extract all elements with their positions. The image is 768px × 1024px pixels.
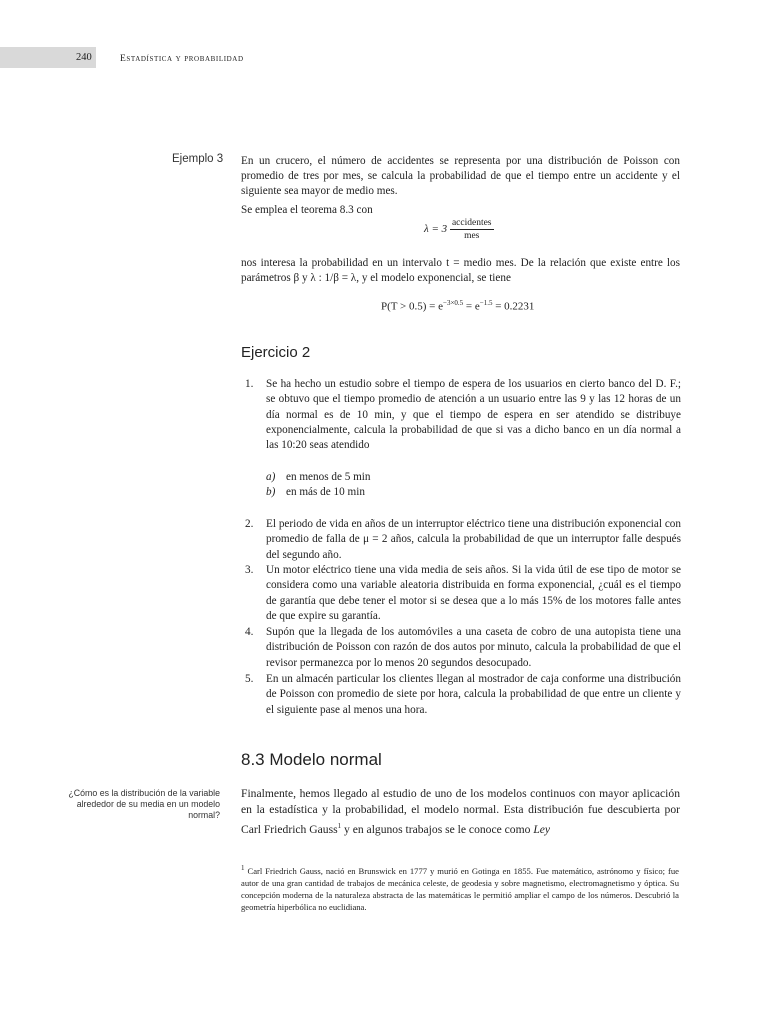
exponent-1: −3×0.5 — [443, 299, 464, 307]
formula-lhs: P(T > 0.5) = e — [381, 300, 444, 313]
side-question: ¿Cómo es la distribución de la variable alrededor de su media en un modelo normal? — [68, 788, 220, 820]
fraction-numerator: accidentes — [451, 218, 492, 228]
exercise-item — [245, 625, 681, 671]
item-number: 5. — [245, 673, 254, 685]
footnote-mark: 1 — [241, 864, 245, 872]
exponent-2: −1.5 — [479, 299, 493, 307]
item-number: 1. — [245, 378, 254, 390]
example-paragraph-2: Se emplea el teorema 8.3 con — [241, 204, 373, 216]
fraction-denominator: mes — [464, 231, 480, 241]
item-number: 3. — [245, 564, 254, 576]
item-text: Se ha hecho un estudio sobre el tiempo de espera de los usuarios en cierto banco del D. F.; se obtuvo que el tiempo promedio de atención a un usuario entre las 9 y las 12 horas de un día normal es de 10 min, y que el tiempo de espera en ser atendido se distribuye exponencialmente, calcula la probabilidad de que si vas a dicho banco en un día normal a las 10:20 seas atendido — [266, 378, 681, 452]
sub-item-text: en más de 10 min — [286, 486, 365, 498]
item-text: Un motor eléctrico tiene una vida media de seis años. Si la vida útil de ese tipo de motor se considera como una variable aleatoria distribuida en forma exponencial, ¿cuál es el tiempo de garantía que debe tener el motor si se desea que a lo más 15% de los motores falle antes de que expire su garantía. — [266, 564, 681, 622]
exercise-item — [245, 563, 681, 624]
exercise-item — [245, 672, 681, 718]
formula-result: = 0.2231 — [492, 300, 535, 313]
item-text: En un almacén particular los clientes llegan al mostrador de caja conforme una distribución de Poisson con promedio de siete por hora, calcula la probabilidad de que entre un cliente y el siguiente pase al menos una hora. — [266, 673, 681, 716]
formula-mid: = e — [463, 300, 480, 313]
running-title: Estadística y probabilidad — [120, 54, 244, 64]
page-number: 240 — [76, 52, 92, 63]
section-paragraph — [241, 786, 680, 838]
item-number: 2. — [245, 518, 254, 530]
lambda-fraction — [450, 218, 494, 241]
example-label: Ejemplo 3 — [172, 153, 224, 165]
sub-item — [266, 486, 365, 498]
exercise-item — [245, 377, 681, 453]
item-text: Supón que la llegada de los automóviles a una caseta de cobro de una autopista tiene una distribución de Poisson con razón de dos autos por minuto, calcula la probabilidad de que el revisor permanezca por lo menos 20 segundos desocupado. — [266, 626, 681, 669]
footnote-text: Carl Friedrich Gauss, nació en Brunswick en 1777 y murió en Gotinga en 1855. Fue matemático, astrónomo y físico; fue autor de una gran cantidad de trabajos de mecánica celeste, de geodesia y sobre magnetismo, electromagnetismo y óptica. Su concepción moderna de la naturaleza abstracta de las matemáticas le permitió ampliar el campo de los números. Descubrió la geometría hiperbólica no euclidiana. — [241, 865, 679, 913]
footnote-reference: 1 — [337, 822, 342, 830]
paragraph-end: y en algunos trabajos se le conoce como — [341, 822, 534, 836]
exercise-title: Ejercicio 2 — [241, 344, 311, 361]
item-text: El periodo de vida en años de un interruptor eléctrico tiene una distribución exponencial con promedio de falla de μ = 2 años, calcula la probabilidad de que un interruptor falle después del segundo año. — [266, 518, 681, 561]
lambda-formula — [424, 218, 494, 241]
item-number: 4. — [245, 626, 254, 638]
example-paragraph-1: En un crucero, el número de accidentes se representa por una distribución de Poisson con promedio de tres por mes, se calcula la probabilidad de que el tiempo entre un accidente y el siguiente sea mayor de medio mes. — [241, 155, 680, 197]
paragraph-start: Finalmente, hemos llegado al estudio de uno de los modelos continuos con mayor aplicación en la estadística y la probabilidad, el modelo normal. Esta distribución fue descubierta por Carl Friedrich Gauss — [241, 787, 680, 836]
example-paragraph-3: nos interesa la probabilidad en un intervalo t = medio mes. De la relación que existe entre los parámetros β y λ : 1/β = λ, y el modelo exponencial, se tiene — [241, 257, 680, 284]
sub-item-letter: b) — [266, 486, 276, 498]
sub-item — [266, 471, 371, 483]
section-title: 8.3 Modelo normal — [241, 750, 382, 769]
paragraph-italic: Ley — [533, 822, 551, 836]
exercise-item — [245, 517, 681, 563]
footnote — [241, 862, 679, 914]
sub-item-letter: a) — [266, 471, 276, 483]
lambda-lhs: λ = 3 — [424, 223, 448, 236]
sub-item-text: en menos de 5 min — [286, 471, 371, 483]
probability-formula — [381, 299, 534, 313]
